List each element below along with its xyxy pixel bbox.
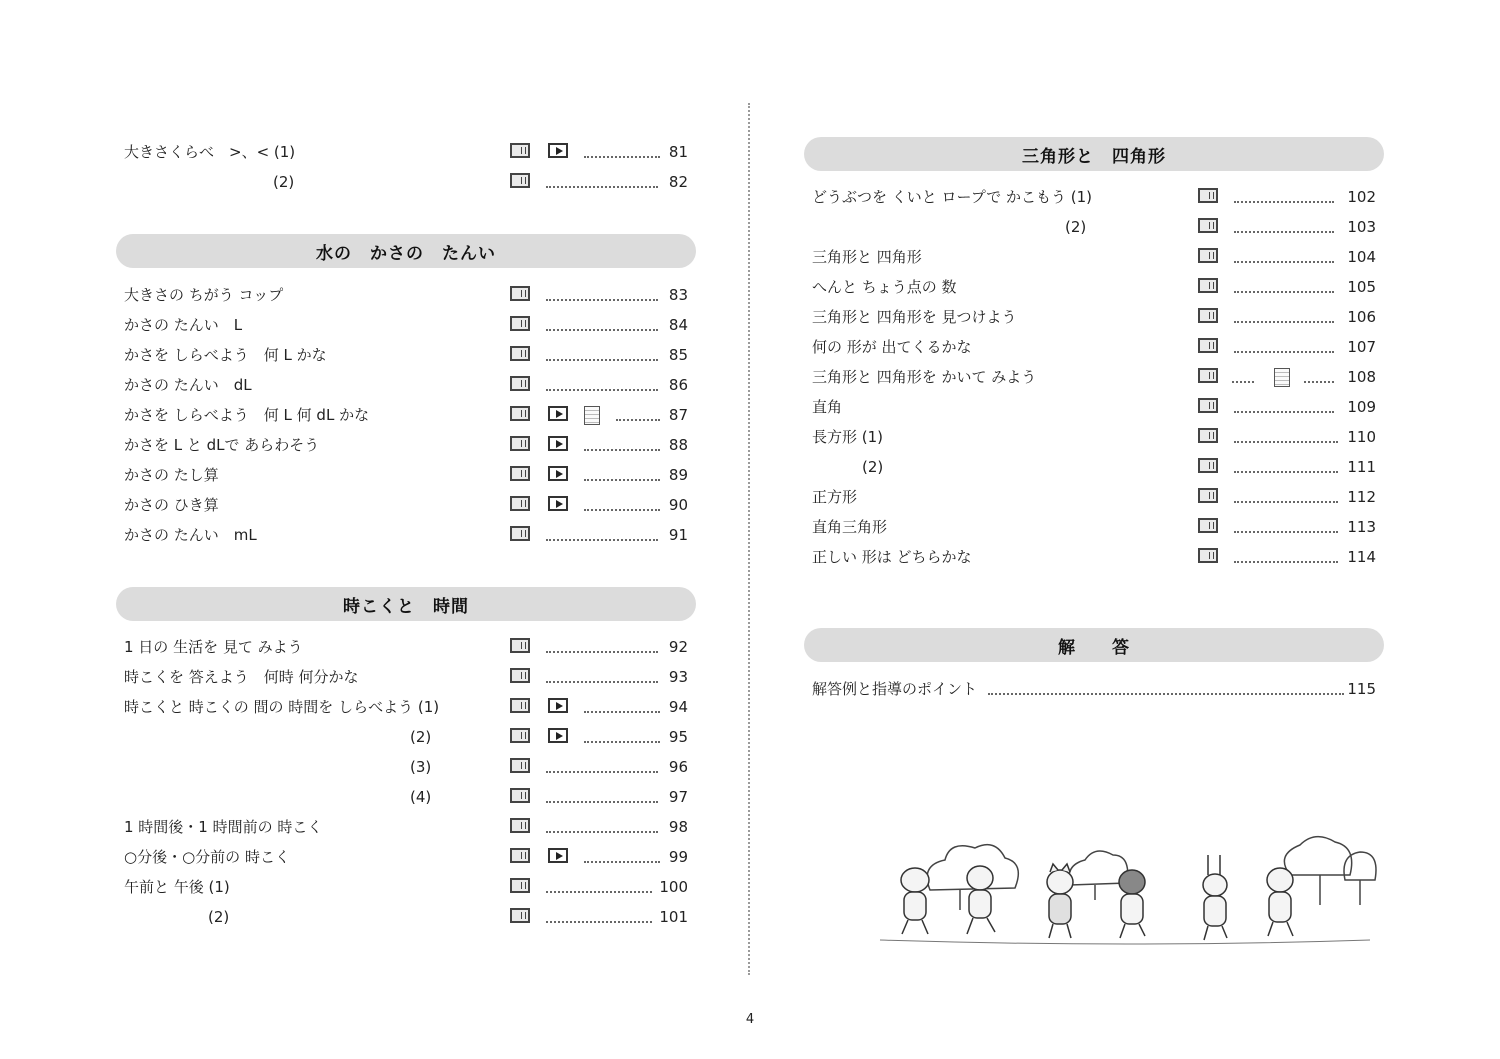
page-number-ref: 84 — [668, 316, 688, 334]
leader-dots — [616, 419, 660, 421]
entry-title: どうぶつを くいと ロープで かこもう (1) — [812, 188, 1093, 206]
leader-dots — [584, 449, 660, 451]
toc-entry[interactable] — [804, 332, 1384, 362]
entry-title: 三角形と 四角形を 見つけよう — [812, 308, 1017, 326]
page-number-ref: 90 — [668, 496, 688, 514]
leader-dots — [1234, 321, 1334, 323]
page-number-ref: 86 — [668, 376, 688, 394]
sheet-icon — [510, 728, 530, 743]
ground-line — [880, 940, 1370, 944]
page-number-ref: 88 — [668, 436, 688, 454]
toc-entry[interactable] — [116, 460, 696, 490]
toc-entry[interactable] — [116, 280, 696, 310]
page-number-ref: 103 — [1347, 218, 1376, 236]
entry-title: 正しい 形は どちらかな — [812, 548, 972, 566]
toc-entry[interactable] — [804, 452, 1384, 482]
entry-title: 正方形 — [812, 488, 858, 506]
page-number-ref: 107 — [1347, 338, 1376, 356]
toc-entry[interactable] — [804, 542, 1384, 572]
leader-dots — [546, 651, 658, 653]
toc-entry[interactable] — [804, 272, 1384, 302]
page-number-ref: 98 — [668, 818, 688, 836]
sheet-icon — [510, 668, 530, 683]
entry-title: (2) — [862, 458, 884, 476]
entry-title: ○分後・○分前の 時こく — [124, 848, 290, 866]
sheet-icon — [510, 436, 530, 451]
section-header-answers: 解 答 — [804, 628, 1384, 662]
toc-entry[interactable] — [804, 182, 1384, 212]
toc-entry[interactable] — [116, 137, 696, 167]
sheet-icon — [1198, 518, 1218, 533]
leader-dots — [1234, 351, 1334, 353]
sheet-icon — [1198, 488, 1218, 503]
sheet-icon — [1198, 248, 1218, 263]
page-number-ref: 95 — [668, 728, 688, 746]
toc-entry[interactable] — [116, 752, 696, 782]
leader-dots — [546, 329, 658, 331]
toc-entry[interactable] — [116, 722, 696, 752]
video-icon — [548, 436, 568, 451]
entry-title: かさの たんい L — [124, 316, 243, 334]
sheet-icon — [1198, 428, 1218, 443]
sheet-icon — [510, 143, 530, 158]
toc-entry[interactable] — [116, 340, 696, 370]
document-icon — [1274, 368, 1290, 387]
toc-entry[interactable] — [804, 422, 1384, 452]
section-header-shapes: 三角形と 四角形 — [804, 137, 1384, 171]
sheet-icon — [510, 496, 530, 511]
document-icon — [584, 406, 600, 425]
entry-title: 三角形と 四角形 — [812, 248, 922, 266]
video-icon — [548, 848, 568, 863]
video-icon — [548, 143, 568, 158]
leader-dots — [584, 509, 660, 511]
entry-title: 三角形と 四角形を かいて みよう — [812, 368, 1037, 386]
leader-dots — [584, 861, 660, 863]
page-number-ref: 106 — [1347, 308, 1376, 326]
entry-title: 午前と 午後 (1) — [124, 878, 230, 896]
sheet-icon — [510, 848, 530, 863]
entry-title: (2) — [208, 908, 230, 926]
toc-entry[interactable] — [804, 392, 1384, 422]
page-number-ref: 112 — [1347, 488, 1376, 506]
video-icon — [548, 496, 568, 511]
video-icon — [548, 698, 568, 713]
page-number-ref: 111 — [1347, 458, 1376, 476]
sheet-icon — [1198, 398, 1218, 413]
page-number-ref: 89 — [668, 466, 688, 484]
page-number-ref: 97 — [668, 788, 688, 806]
entry-title: 1 日の 生活を 見て みよう — [124, 638, 303, 656]
page-number-ref: 100 — [659, 878, 688, 896]
sheet-icon — [510, 878, 530, 893]
sheet-icon — [1198, 338, 1218, 353]
sheet-icon — [1198, 548, 1218, 563]
entry-title: かさを L と dLで あらわそう — [124, 436, 320, 454]
sheet-icon — [510, 173, 530, 188]
sheet-icon — [1198, 458, 1218, 473]
page-number-ref: 104 — [1347, 248, 1376, 266]
page-number-ref: 94 — [668, 698, 688, 716]
sheet-icon — [510, 788, 530, 803]
toc-entry[interactable] — [804, 362, 1384, 392]
sheet-icon — [510, 818, 530, 833]
entry-title: かさの ひき算 — [124, 496, 219, 514]
page-number-ref: 83 — [668, 286, 688, 304]
sheet-icon — [510, 466, 530, 481]
entry-title: (3) — [410, 758, 432, 776]
entry-title: かさの たんい dL — [124, 376, 252, 394]
toc-entry[interactable] — [116, 167, 696, 197]
toc-entry[interactable] — [804, 302, 1384, 332]
leader-dots — [546, 681, 658, 683]
toc-entry[interactable] — [116, 782, 696, 812]
toc-entry[interactable] — [116, 692, 696, 722]
entry-title: 1 時間後・1 時間前の 時こく — [124, 818, 323, 836]
tree-icon — [927, 837, 1376, 910]
sheet-icon — [1198, 368, 1218, 383]
sheet-icon — [510, 406, 530, 421]
section-header-volume: 水の かさの たんい — [116, 234, 696, 268]
page-number-ref: 85 — [668, 346, 688, 364]
sheet-icon — [510, 526, 530, 541]
leader-dots — [988, 693, 1344, 695]
leader-dots — [546, 539, 658, 541]
leader-dots — [584, 741, 660, 743]
toc-entry[interactable] — [116, 842, 696, 872]
sheet-icon — [510, 698, 530, 713]
entry-title: (2) — [410, 728, 432, 746]
page-number-ref: 102 — [1347, 188, 1376, 206]
toc-entry[interactable] — [116, 872, 696, 902]
entry-title: かさを しらべよう 何 L かな — [124, 346, 327, 364]
toc-entry[interactable] — [116, 812, 696, 842]
leader-dots — [546, 771, 658, 773]
video-icon — [548, 728, 568, 743]
entry-title: 大きさの ちがう コップ — [124, 286, 284, 304]
page-number-ref: 96 — [668, 758, 688, 776]
entry-title: 時こくと 時こくの 間の 時間を しらべよう (1) — [124, 698, 440, 716]
toc-entry[interactable] — [804, 482, 1384, 512]
toc-entry[interactable] — [116, 370, 696, 400]
video-icon — [548, 406, 568, 421]
page-number-ref: 101 — [659, 908, 688, 926]
toc-entry[interactable] — [116, 310, 696, 340]
leader-dots — [1234, 201, 1334, 203]
leader-dots — [1234, 411, 1334, 413]
entry-title: 直角三角形 — [812, 518, 888, 536]
leader-dots — [1234, 471, 1338, 473]
toc-entry[interactable] — [804, 512, 1384, 542]
leader-dots — [546, 186, 658, 188]
sheet-icon — [510, 376, 530, 391]
entry-title: (2) — [1065, 218, 1087, 236]
page-number-ref: 82 — [668, 173, 688, 191]
leader-dots — [546, 299, 658, 301]
entry-title: (4) — [410, 788, 432, 806]
toc-entry[interactable] — [116, 902, 696, 932]
leader-dots — [546, 921, 652, 923]
center-divider — [748, 103, 750, 975]
entry-title: 解答例と指導のポイント — [812, 680, 978, 698]
sheet-icon — [1198, 188, 1218, 203]
page-number-ref: 108 — [1347, 368, 1376, 386]
page-number-ref: 81 — [668, 143, 688, 161]
toc-entry[interactable] — [116, 632, 696, 662]
toc-entry[interactable] — [116, 662, 696, 692]
sheet-icon — [1198, 218, 1218, 233]
toc-entry[interactable] — [116, 400, 696, 430]
animals-walking-illustration — [870, 830, 1380, 950]
leader-dots — [1234, 501, 1338, 503]
toc-entry[interactable] — [804, 674, 1384, 704]
entry-title: かさの たんい mL — [124, 526, 257, 544]
entry-title: 直角 — [812, 398, 843, 416]
leader-dots — [584, 156, 660, 158]
sheet-icon — [510, 346, 530, 361]
leader-dots — [1234, 261, 1334, 263]
page-number-ref: 92 — [668, 638, 688, 656]
sheet-icon — [510, 286, 530, 301]
toc-entry[interactable] — [804, 212, 1384, 242]
page-number-ref: 99 — [668, 848, 688, 866]
entry-title: 大きさくらべ >、< (1) — [124, 143, 296, 161]
entry-title: (2) — [273, 173, 295, 191]
leader-dots — [546, 359, 658, 361]
entry-title: 時こくを 答えよう 何時 何分かな — [124, 668, 359, 686]
page-number-ref: 93 — [668, 668, 688, 686]
toc-entry[interactable] — [116, 430, 696, 460]
page-number-ref: 110 — [1347, 428, 1376, 446]
page-number-ref: 114 — [1347, 548, 1376, 566]
sheet-icon — [1198, 278, 1218, 293]
leader-dots — [546, 891, 652, 893]
sheet-icon — [510, 758, 530, 773]
leader-dots — [584, 711, 660, 713]
leader-dots — [1304, 381, 1334, 383]
sheet-icon — [510, 316, 530, 331]
entry-title: へんと ちょう点の 数 — [812, 278, 957, 296]
leader-dots — [546, 831, 658, 833]
toc-entry[interactable] — [804, 242, 1384, 272]
toc-entry[interactable] — [116, 490, 696, 520]
page-number-ref: 113 — [1347, 518, 1376, 536]
leader-dots — [584, 479, 660, 481]
section-header-time: 時こくと 時間 — [116, 587, 696, 621]
page-number-ref: 115 — [1347, 680, 1376, 698]
leader-dots — [1234, 561, 1338, 563]
leader-dots — [1232, 381, 1254, 383]
leader-dots — [1234, 291, 1334, 293]
page-number-ref: 105 — [1347, 278, 1376, 296]
entry-title: かさの たし算 — [124, 466, 219, 484]
entry-title: 長方形 (1) — [812, 428, 884, 446]
sheet-icon — [510, 638, 530, 653]
page-number: 4 — [745, 1012, 755, 1027]
leader-dots — [1234, 531, 1338, 533]
entry-title: かさを しらべよう 何 L 何 dL かな — [124, 406, 370, 424]
page-number-ref: 91 — [668, 526, 688, 544]
leader-dots — [546, 801, 658, 803]
leader-dots — [1234, 231, 1334, 233]
sheet-icon — [1198, 308, 1218, 323]
page-number-ref: 109 — [1347, 398, 1376, 416]
page-number-ref: 87 — [668, 406, 688, 424]
toc-entry[interactable] — [116, 520, 696, 550]
leader-dots — [1234, 441, 1338, 443]
leader-dots — [546, 389, 658, 391]
entry-title: 何の 形が 出てくるかな — [812, 338, 972, 356]
video-icon — [548, 466, 568, 481]
sheet-icon — [510, 908, 530, 923]
